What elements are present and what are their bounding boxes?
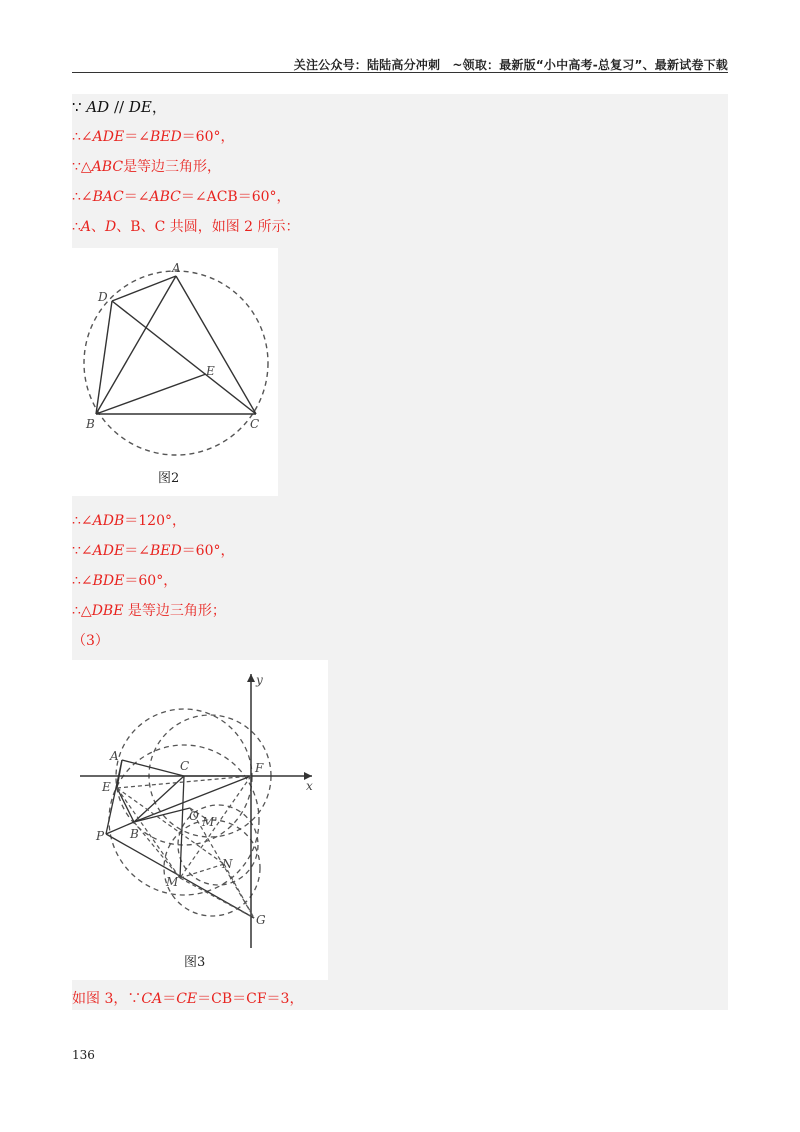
figure-2-caption: 图2 (158, 471, 180, 486)
label-C: C (250, 417, 260, 431)
label-B: B (86, 417, 95, 431)
solution-line-1: ∵ AD // DE， (72, 98, 167, 116)
figure-3 (72, 660, 328, 980)
label-E: E (102, 780, 111, 794)
label-M: M (166, 875, 179, 889)
label-F: F (255, 761, 264, 775)
label-P: P (96, 829, 105, 843)
solution-line-4: ∴∠BAC＝∠ABC＝∠ACB＝60°， (72, 189, 291, 205)
label-N: N (222, 857, 233, 871)
page-number: 136 (72, 1048, 95, 1062)
header-divider (72, 72, 728, 73)
solution-line-9: ∴△DBE 是等边三角形； (72, 603, 226, 619)
solution-line-10: （3） (72, 633, 109, 649)
label-A: A (110, 749, 119, 763)
figure-3-caption: 图3 (184, 955, 206, 970)
label-x: x (306, 779, 313, 793)
label-O: O (189, 809, 199, 823)
label-G: G (256, 913, 266, 927)
solution-line-2: ∴∠ADE＝∠BED＝60°， (72, 129, 235, 145)
label-C: C (180, 759, 190, 773)
label-B: B (130, 827, 139, 841)
figure-2 (72, 248, 278, 496)
label-E: E (206, 364, 215, 378)
page-header: 关注公众号：陆陆高分冲刺 ~领取：最新版“小中高考-总复习”、最新试卷下载 (293, 58, 728, 72)
label-M-prime: M' (202, 815, 218, 829)
label-D: D (98, 290, 108, 304)
solution-line-5: ∴A、D、B、C 共圆，如图 2 所示： (72, 219, 300, 235)
solution-line-11: 如图 3，∵CA＝CE＝CB＝CF＝3， (72, 991, 304, 1007)
solution-line-3: ∵△ABC是等边三角形， (72, 159, 222, 175)
solution-line-6: ∴∠ADB＝120°， (72, 513, 186, 529)
solution-line-7: ∵∠ADE＝∠BED＝60°， (72, 543, 235, 559)
solution-line-8: ∴∠BDE＝60°， (72, 573, 178, 589)
label-A: A (172, 261, 181, 275)
label-y: y (256, 673, 263, 687)
